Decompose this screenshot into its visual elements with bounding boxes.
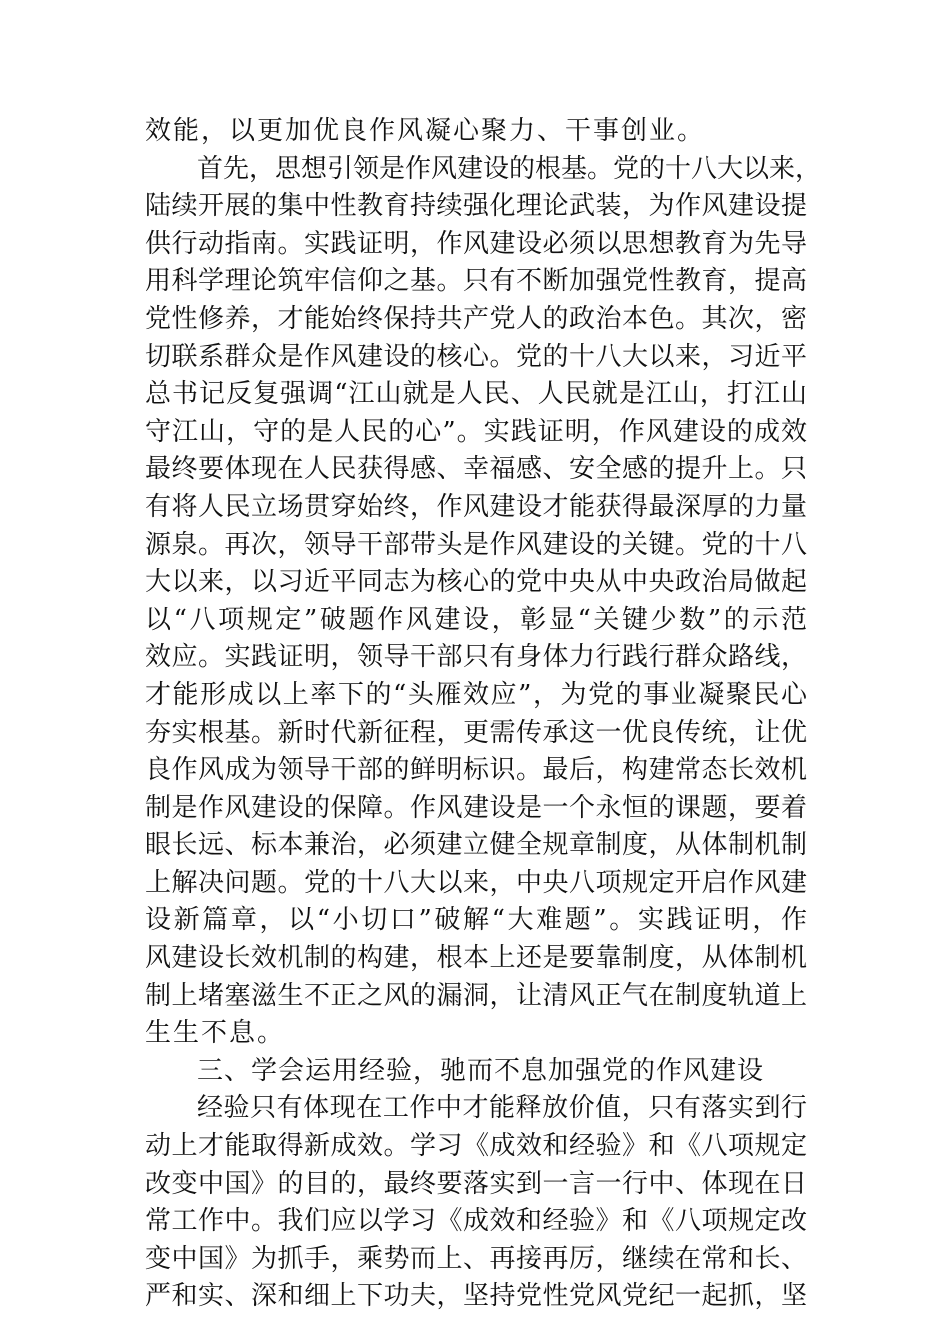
paragraph-start-line: 经验只有体现在工作中才能释放价值，只有落实到行 [197, 1093, 807, 1124]
text-line-19: 制是作风建设的保障。作风建设是一个永恒的课题，要着 [145, 792, 807, 823]
text-line-4: 供行动指南。实践证明，作风建设必须以思想教育为先导 [145, 228, 807, 259]
text-line-1: 效能，以更加优良作风凝心聚力、干事创业。 [145, 116, 706, 146]
text-line-7: 切联系群众是作风建设的核心。党的十八大以来，习近平 [145, 341, 807, 372]
section-heading: 三、学会运用经验，驰而不息加强党的作风建设 [197, 1055, 765, 1086]
text-line-17: 夯实根基。新时代新征程，更需传承这一优良传统，让优 [145, 717, 807, 748]
text-line-14: 以“八项规定”破题作风建设，彰显“关键少数”的示范 [145, 604, 807, 635]
paragraph-start-line: 首先，思想引领是作风建设的根基。党的十八大以来， [197, 153, 822, 184]
text-line-29: 改变中国》的目的，最终要落实到一言一行中、体现在日 [145, 1168, 807, 1199]
text-line-9: 守江山，守的是人民的心”。实践证明，作风建设的成效 [145, 416, 807, 447]
text-line-20: 眼长远、标本兼治，必须建立健全规章制度，从体制机制 [145, 830, 807, 861]
text-line-21: 上解决问题。党的十八大以来，中央八项规定开启作风建 [145, 867, 807, 898]
text-line-18: 良作风成为领导干部的鲜明标识。最后，构建常态长效机 [145, 755, 807, 786]
text-line-3: 陆续开展的集中性教育持续强化理论武装，为作风建设提 [145, 191, 807, 222]
text-line-8: 总书记反复强调“江山就是人民、人民就是江山，打江山 [145, 379, 807, 410]
text-line-6: 党性修养，才能始终保持共产党人的政治本色。其次，密 [145, 303, 807, 334]
text-line-32: 严和实、深和细上下功夫，坚持党性党风党纪一起抓，坚 [145, 1281, 807, 1312]
text-line-31: 变中国》为抓手，乘势而上、再接再厉，继续在常和长、 [145, 1243, 807, 1274]
text-line-24: 制上堵塞滋生不正之风的漏洞，让清风正气在制度轨道上 [145, 980, 807, 1011]
text-line-25: 生生不息。 [145, 1018, 286, 1049]
text-line-22: 设新篇章，以“小切口”破解“大难题”。实践证明，作 [145, 905, 807, 936]
text-line-30: 常工作中。我们应以学习《成效和经验》和《八项规定改 [145, 1206, 807, 1237]
text-line-13: 大以来，以习近平同志为核心的党中央从中央政治局做起 [145, 567, 807, 598]
text-line-5: 用科学理论筑牢信仰之基。只有不断加强党性教育，提高 [145, 266, 807, 297]
text-line-10: 最终要体现在人民获得感、幸福感、安全感的提升上。只 [145, 454, 807, 485]
document-page [145, 113, 822, 1316]
text-line-23: 风建设长效机制的构建，根本上还是要靠制度，从体制机 [145, 943, 807, 974]
text-line-15: 效应。实践证明，领导干部只有身体力行践行群众路线， [145, 642, 807, 673]
text-line-28: 动上才能取得新成效。学习《成效和经验》和《八项规定 [145, 1131, 807, 1162]
text-line-12: 源泉。再次，领导干部带头是作风建设的关键。党的十八 [145, 529, 807, 560]
text-line-16: 才能形成以上率下的“头雁效应”，为党的事业凝聚民心 [145, 679, 807, 710]
text-line-11: 有将人民立场贯穿始终，作风建设才能获得最深厚的力量 [145, 491, 807, 522]
